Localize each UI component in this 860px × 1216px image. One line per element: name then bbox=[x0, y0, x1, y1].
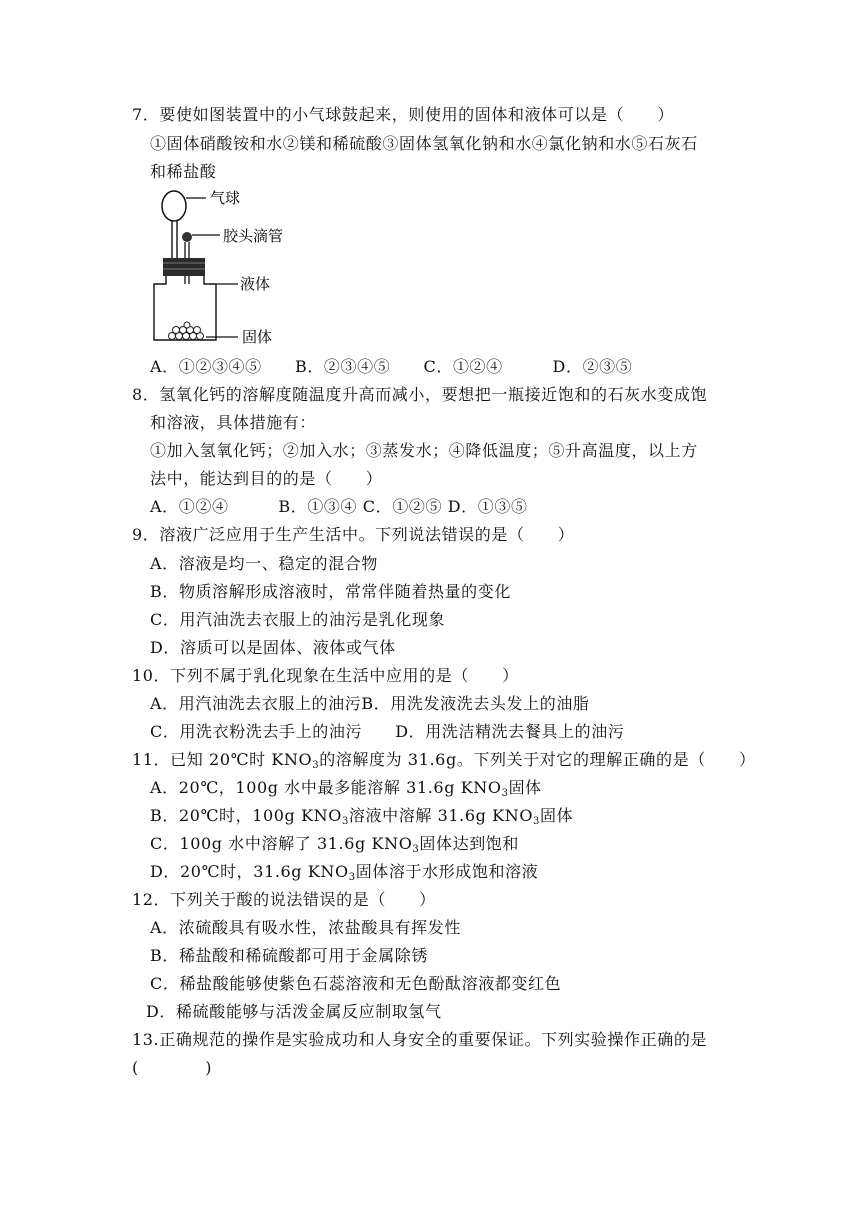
q11-option-c: C．100g 水中溶解了 31.6g $KNO_3$固体达到饱和 bbox=[150, 834, 519, 855]
balloon-label: 气球 bbox=[210, 189, 241, 207]
liquid-label: 液体 bbox=[240, 275, 271, 293]
solid-label: 固体 bbox=[242, 328, 273, 346]
q9-stem: 9．溶液广泛应用于生产生活中。下列说法错误的是（ ） bbox=[132, 525, 575, 544]
q11-stem: 11．已知 20℃时 $KNO_3$的溶解度为 31.6g。下列关于对它的理解正确的是（ ） bbox=[132, 750, 756, 771]
q8-methods-line2: 法中，能达到目的的是（ ） bbox=[150, 469, 383, 488]
q13-stem: 13.正确规范的操作是实验成功和人身安全的重要保证。下列实验操作正确的是 bbox=[132, 1030, 708, 1049]
q8-options: A．①②④ B．①③④ C．①②⑤ D．①③⑤ bbox=[150, 497, 528, 516]
q11-option-d: D．20℃时，31.6g $KNO_3$固体溶于水形成饱和溶液 bbox=[150, 862, 539, 883]
q10-options-cd: C．用洗衣粉洗去手上的油污 D．用洗洁精洗去餐具上的油污 bbox=[150, 722, 625, 741]
q9-option-d: D．溶质可以是固体、液体或气体 bbox=[150, 638, 396, 657]
q7-stem: 7．要使如图装置中的小气球鼓起来，则使用的固体和液体可以是（ ） bbox=[132, 105, 674, 124]
dropper-label: 胶头滴管 bbox=[223, 227, 284, 245]
q12-stem: 12．下列关于酸的说法错误的是（ ） bbox=[132, 890, 436, 909]
q12-option-b: B．稀盐酸和稀硫酸都可用于金属除锈 bbox=[150, 946, 428, 965]
q7-apparatus-figure bbox=[150, 188, 310, 354]
q8-stem-line1: 8．氢氧化钙的溶解度随温度升高而减小，要想把一瓶接近饱和的石灰水变成饱 bbox=[132, 385, 708, 404]
q8-methods-line1: ①加入氢氧化钙；②加入水；③蒸发水；④降低温度；⑤升高温度，以上方 bbox=[150, 441, 698, 460]
q10-stem: 10．下列不属于乳化现象在生活中应用的是（ ） bbox=[132, 666, 519, 685]
q13-answer-paren: ( ) bbox=[132, 1058, 213, 1077]
q11-option-a: A．20℃，100g 水中最多能溶解 31.6g $KNO_3$固体 bbox=[150, 778, 542, 799]
q12-option-a: A．浓硫酸具有吸水性，浓盐酸具有挥发性 bbox=[150, 918, 461, 937]
q10-options-ab: A．用汽油洗去衣服上的油污B．用洗发液洗去头发上的油脂 bbox=[150, 694, 590, 713]
q9-option-c: C．用汽油洗去衣服上的油污是乳化现象 bbox=[150, 610, 446, 629]
q9-option-a: A．溶液是均一、稳定的混合物 bbox=[150, 554, 378, 573]
q7-items-line1: ①固体硝酸铵和水②镁和稀硫酸③固体氢氧化钠和水④氯化钠和水⑤石灰石 bbox=[150, 134, 698, 153]
q8-stem-line2: 和溶液，具体措施有： bbox=[150, 413, 317, 432]
q12-option-d: D．稀硫酸能够与活泼金属反应制取氢气 bbox=[146, 1002, 442, 1021]
q12-option-c: C．稀盐酸能够使紫色石蕊溶液和无色酚酞溶液都变红色 bbox=[150, 974, 562, 993]
q7-options: A．①②③④⑤ B．②③④⑤ C．①②④ D．②③⑤ bbox=[150, 357, 633, 376]
q7-items-line2: 和稀盐酸 bbox=[150, 162, 217, 181]
q9-option-b: B．物质溶解形成溶液时，常常伴随着热量的变化 bbox=[150, 582, 511, 601]
q11-option-b: B．20℃时，100g $KNO_3$溶液中溶解 31.6g $KNO_3$固体 bbox=[150, 806, 574, 827]
